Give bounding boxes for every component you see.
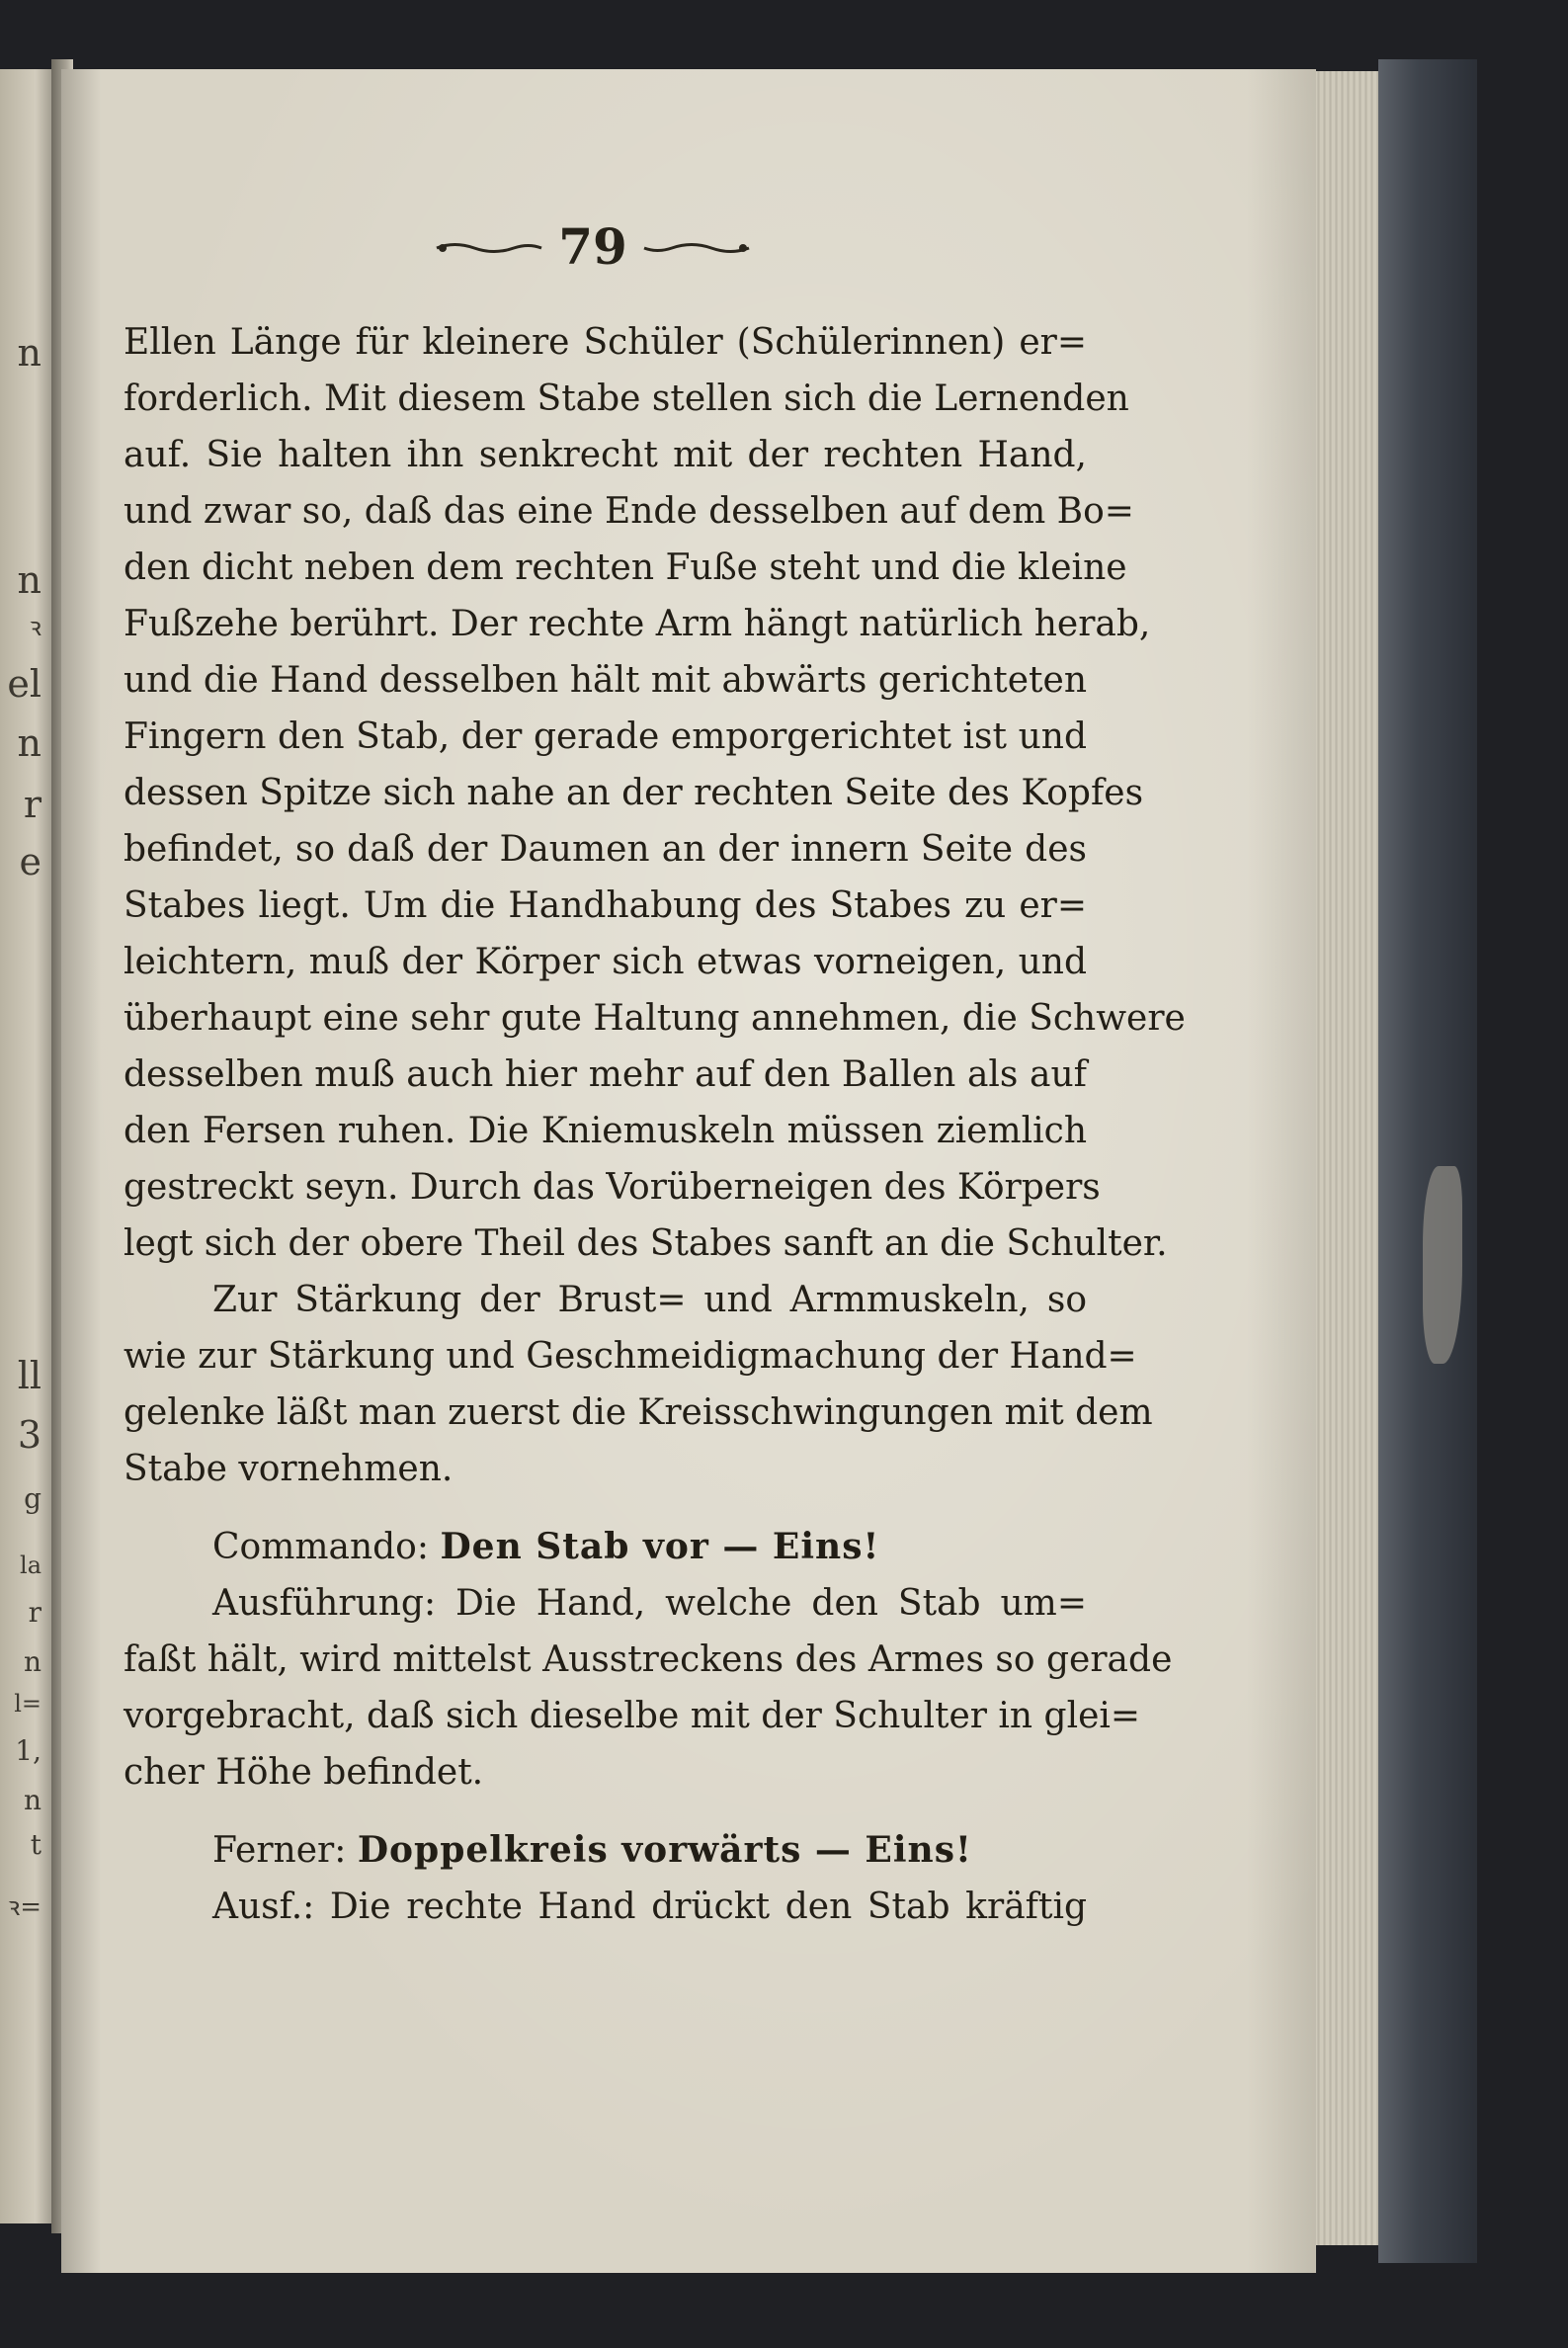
text-line: forderlich. Mit diesem Stabe stellen sich die Lernenden xyxy=(124,378,1129,419)
margin-fragment: e xyxy=(19,840,41,883)
paragraph-circle-swings xyxy=(124,1272,1153,1497)
margin-fragment: el xyxy=(7,662,41,706)
text-line: Ausführung: Die Hand, welche den Stab um= xyxy=(212,1583,1087,1624)
text-line: Fußzehe berührt. Der rechte Arm hängt natürlich herab, xyxy=(124,604,1151,644)
command-line-2 xyxy=(124,1822,1087,1879)
margin-fragment: 1, xyxy=(15,1734,41,1767)
ornament-left-icon xyxy=(435,241,543,255)
text-line: überhaupt eine sehr gute Haltung annehmen, die Schwere xyxy=(124,998,1186,1039)
text-line: cher Höhe befindet. xyxy=(124,1752,484,1793)
text-line: auf. Sie halten ihn senkrecht mit der rechten Hand, xyxy=(124,435,1087,475)
previous-page-edge xyxy=(0,69,59,2223)
command-text: Doppelkreis vorwärts — Eins! xyxy=(357,1829,972,1871)
margin-fragment: ꝛ= xyxy=(7,1892,41,1922)
page-header xyxy=(435,208,751,287)
text-line: Ellen Länge für kleinere Schüler (Schülerinnen) er= xyxy=(124,322,1087,363)
margin-fragment: ll xyxy=(17,1354,41,1397)
margin-fragment: r xyxy=(23,783,41,826)
page-body xyxy=(124,314,1186,1935)
command-line-1 xyxy=(124,1519,1087,1575)
text-line: und zwar so, daß das eine Ende desselben auf dem Bo= xyxy=(124,491,1134,532)
text-line: gestreckt seyn. Durch das Vorüberneigen des Körpers xyxy=(124,1167,1101,1208)
margin-fragment: l= xyxy=(14,1690,41,1718)
previous-page-margin-text xyxy=(0,69,43,2223)
margin-fragment: ꝛ xyxy=(29,613,41,642)
margin-fragment: g xyxy=(24,1482,41,1515)
execution-text: Die rechte Hand drückt den Stab kräftig xyxy=(329,1887,1087,1927)
command-label: Ferner: xyxy=(212,1830,347,1871)
margin-fragment: n xyxy=(17,721,41,765)
margin-fragment: n xyxy=(17,331,41,375)
execution-line-2 xyxy=(124,1879,1087,1935)
text-line: und die Hand desselben hält mit abwärts gerichteten xyxy=(124,660,1087,701)
cover-wear-mark xyxy=(1423,1166,1462,1364)
text-line: vorgebracht, daß sich dieselbe mit der Schulter in glei= xyxy=(124,1696,1141,1736)
text-line: legt sich der obere Theil des Stabes sanft an die Schulter. xyxy=(124,1223,1168,1264)
text-line: Fingern den Stab, der gerade emporgerichtet ist und xyxy=(124,716,1087,757)
text-line: desselben muß auch hier mehr auf den Ballen als auf xyxy=(124,1054,1087,1095)
text-line: den Fersen ruhen. Die Kniemuskeln müssen ziemlich xyxy=(124,1111,1087,1151)
margin-fragment: 3 xyxy=(17,1413,41,1457)
text-line: dessen Spitze sich nahe an der rechten Seite des Kopfes xyxy=(124,773,1144,813)
margin-fragment: t xyxy=(30,1828,41,1861)
text-line: Stabes liegt. Um die Handhabung des Stabes zu er= xyxy=(124,885,1087,926)
margin-fragment: n xyxy=(23,1784,41,1816)
command-text: Den Stab vor — Eins! xyxy=(440,1526,880,1567)
execution-paragraph-1 xyxy=(124,1575,1173,1801)
text-line: Zur Stärkung der Brust= und Armmuskeln, so xyxy=(212,1280,1087,1320)
text-line: gelenke läßt man zuerst die Kreisschwingungen mit dem xyxy=(124,1392,1153,1433)
margin-fragment: n xyxy=(23,1645,41,1678)
execution-label: Ausf.: xyxy=(212,1887,315,1927)
margin-fragment: la xyxy=(20,1551,41,1579)
book-cover-edge xyxy=(1378,59,1477,2263)
text-line: faßt hält, wird mittelst Ausstreckens des Armes so gerade xyxy=(124,1639,1173,1680)
ornament-right-icon xyxy=(642,241,751,255)
text-line: den dicht neben dem rechten Fuße steht und die kleine xyxy=(124,547,1127,588)
text-line: befindet, so daß der Daumen an der innern Seite des xyxy=(124,829,1087,870)
margin-fragment: n xyxy=(17,558,41,602)
text-line: leichtern, muß der Körper sich etwas vorneigen, und xyxy=(124,942,1087,982)
text-line: Stabe vornehmen. xyxy=(124,1449,454,1489)
margin-fragment: r xyxy=(28,1596,41,1629)
page-number: 79 xyxy=(558,217,627,276)
paragraph-staff-position xyxy=(124,314,1186,1272)
command-label: Commando: xyxy=(212,1527,429,1567)
text-line: wie zur Stärkung und Geschmeidigmachung der Hand= xyxy=(124,1336,1137,1377)
